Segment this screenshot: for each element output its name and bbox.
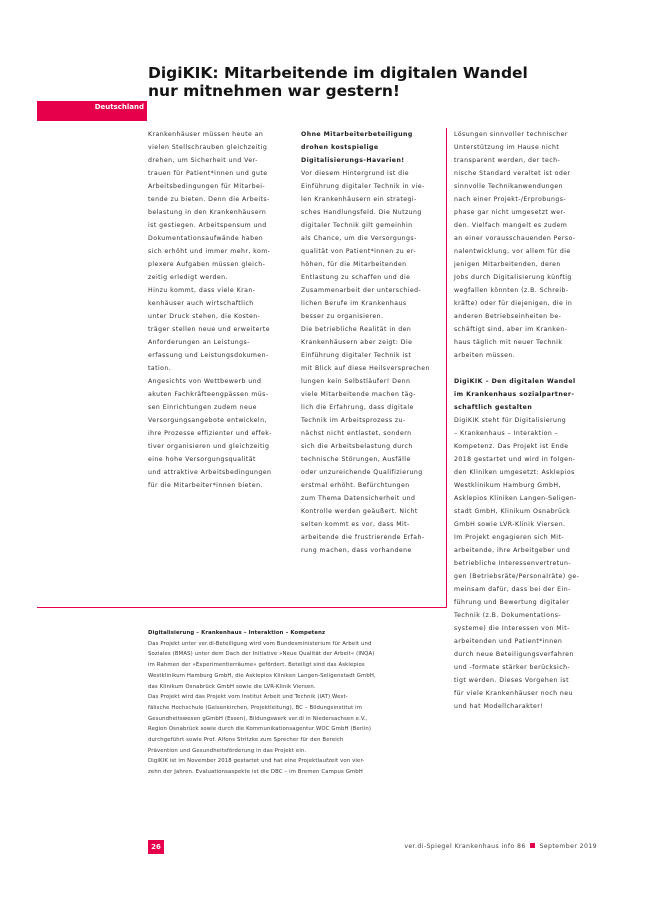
text-line: tiver organisieren und gleichzeitig <box>148 443 270 450</box>
text-line: wegfallen könnten (z.B. Schreib- <box>454 287 569 294</box>
text-line: lungen kein Selbstläufer! Denn <box>301 378 411 385</box>
text-line: und attraktive Arbeitsbedingungen <box>148 469 272 476</box>
text-line: Technik im Arbeitsprozess zu- <box>301 417 406 424</box>
text-line: meinsam dafür, dass bei der Ein- <box>454 586 571 593</box>
text-line: zehn der Jahren. Evaluationsaspekte ist die DBC – im Bremen Campus GmbH <box>148 769 363 776</box>
footer-publication: ver.di-Spiegel Krankenhaus info 86 <box>404 843 526 850</box>
subheading-line: Digitalisierungs-Havarien! <box>301 157 405 164</box>
text-line: Zusammenarbeit der unterschied- <box>301 287 422 294</box>
text-line: unter Druck stehen, die Kosten- <box>148 313 261 320</box>
subheading-line: Ohne Mitarbeiterbeteiligung <box>301 131 413 138</box>
text-line: drehen, um Sicherheit und Ver- <box>148 157 258 164</box>
text-line: im Rahmen der »Experimentierräume« gefördert. Beteiligt sind das Asklepios <box>148 662 365 669</box>
text-line: Lösungen sinnvoller technischer <box>454 131 568 138</box>
text-line: Angesichts von Wettbewerb und <box>148 378 262 385</box>
subheading-line: schaftlich gestalten <box>454 404 533 411</box>
text-line: schäftigt sind, aber im Kranken- <box>454 326 568 333</box>
title-line-1: DigiKIK: Mitarbeitende im digitalen Wandel <box>148 64 528 82</box>
text-line: an einer vorausschauenden Perso- <box>454 235 576 242</box>
text-line: sen Einrichtungen zudem neue <box>148 404 257 411</box>
text-line: tation. <box>148 365 172 372</box>
subheading-line: DigiKIK – Den digitalen Wandel <box>454 378 576 385</box>
text-line: für die Mitarbeiter*innen bieten. <box>148 482 263 489</box>
text-line: höhen, für die Mitarbeitenden <box>301 261 407 268</box>
text-line: kenhäuser auch wirtschaftlich <box>148 300 254 307</box>
text-line: plexere Aufgaben müssen gleich- <box>148 261 266 268</box>
text-line: sches Handlungsfeld. Die Nutzung <box>301 209 422 216</box>
page-number: 26 <box>148 840 164 854</box>
text-line: DigiKIK steht für Digitalisierung <box>454 417 567 424</box>
text-line: systeme) die Interessen von Mit- <box>454 625 570 632</box>
text-line: ihre Prozesse effizienter und effek- <box>148 430 272 437</box>
text-line: den Kliniken umgesetzt: Asklepios <box>454 469 575 476</box>
text-line: betriebliche Interessenvertretun- <box>454 560 572 567</box>
text-line: sich erhöht und immer mehr, kom- <box>148 248 271 255</box>
text-line: rung machen, dass vorhandene <box>301 547 412 554</box>
subheading-line: im Krankenhaus sozialpartner- <box>454 391 575 398</box>
text-column-1 <box>148 128 290 492</box>
text-column-3 <box>454 128 596 713</box>
infobox-divider-line <box>37 607 447 608</box>
text-line: nächst nicht entlastet, sondern <box>301 430 412 437</box>
text-line: Kontrolle werden geäußert. Nicht <box>301 508 418 515</box>
text-line: für viele Krankenhäuser noch neu <box>454 690 573 697</box>
text-line: mit Blick auf diese Heilsversprechen <box>301 365 430 372</box>
text-line: 2018 gestartet und wird in folgen- <box>454 456 576 463</box>
page-footer <box>404 843 597 850</box>
title-line-2: nur mitnehmen war gestern! <box>148 82 400 100</box>
text-line: Versorgungsangebote entwickeln, <box>148 417 267 424</box>
text-line: Krankenhäuser müssen heute an <box>148 131 264 138</box>
text-line: Hinzu kommt, dass viele Kran- <box>148 287 256 294</box>
text-line: arbeiten müssen. <box>454 352 516 359</box>
text-line: Westklinikum Hamburg GmbH, die Asklepios Kliniken Langen-Seligenstadt GmbH, <box>148 672 376 679</box>
text-line: qualität von Patient*innen zu er- <box>301 248 417 255</box>
text-line: arbeitende die frustrierende Erfah- <box>301 534 425 541</box>
text-line: selten kommt es vor, dass Mit- <box>301 521 410 528</box>
text-line: fälische Hochschule (Gelsenkirchen, Projektleitung), BC – Bildungsinstitut im <box>148 704 363 711</box>
text-line: Region Osnabrück sowie durch die Kommunikationsagentur WOC GmbH (Berlin) <box>148 726 372 733</box>
text-line: das Klinikum Osnabrück GmbH sowie die LVR-Klinik Viersen. <box>148 683 316 690</box>
text-line: den. Vielfach mangelt es zudem <box>454 222 568 229</box>
text-line: DigiKIK ist im November 2018 gestartet und hat eine Projektlaufzeit von vier- <box>148 758 365 765</box>
text-line: Jobs durch Digitalisierung künftig <box>454 274 572 281</box>
text-line: jenigen Mitarbeitenden, deren <box>454 261 561 268</box>
page-title <box>148 64 618 100</box>
text-line: haus täglich mit neuer Technik <box>454 339 563 346</box>
text-line: technische Störungen, Ausfälle <box>301 456 411 463</box>
subheading-line: drohen kostspielige <box>301 144 379 151</box>
text-line: zeitig erledigt werden. <box>148 274 228 281</box>
text-line: ist gestiegen. Arbeitspensum und <box>148 222 267 229</box>
text-line: führung und Bewertung digitaler <box>454 599 570 606</box>
text-line: transparent werden, der tech- <box>454 157 561 164</box>
text-line: Prävention und Gesundheitsförderung in das Projekt ein. <box>148 747 307 754</box>
text-line: besser zu organisieren. <box>301 313 384 320</box>
text-line: akuten Fachkräfteengpässen müs- <box>148 391 269 398</box>
text-line: Dokumentationsaufwände haben <box>148 235 264 242</box>
text-line: nach einer Projekt-/Erprobungs- <box>454 196 567 203</box>
text-line: Entlastung zu schaffen und die <box>301 274 411 281</box>
text-line: Technik (z.B. Dokumentations- <box>454 612 562 619</box>
text-line: Asklepios Kliniken Langen-Seligen- <box>454 495 577 502</box>
text-line: erfassung und Leistungsdokumen- <box>148 352 269 359</box>
text-line: Kompetenz. Das Projekt ist Ende <box>454 443 569 450</box>
text-line: Das Projekt unter ver.di-Beteiligung wird vom Bundesministerium für Arbeit und <box>148 640 372 647</box>
text-line: und -formate stärker berücksich- <box>454 664 571 671</box>
text-line <box>454 362 596 375</box>
text-line: Einführung digitaler Technik in vie- <box>301 183 425 190</box>
text-line: Westklinikum Hamburg GmbH, <box>454 482 561 489</box>
text-line: oder unzureichende Qualifizierung <box>301 469 423 476</box>
text-line: belastung in den Krankenhäusern <box>148 209 267 216</box>
project-infobox <box>148 628 438 778</box>
text-line: trauen für Patient*innen und gute <box>148 170 268 177</box>
text-line: len Krankenhäusern ein strategi- <box>301 196 417 203</box>
text-line: Soziales (BMAS) unter dem Dach der Initiative »Neue Qualität der Arbeit« (INQA) <box>148 651 375 658</box>
text-line: als Chance, um die Versorgungs- <box>301 235 417 242</box>
text-line: sich die Arbeitsbelastung durch <box>301 443 413 450</box>
text-line: eine hohe Versorgungsqualität <box>148 456 256 463</box>
text-line: erstmal erhöht. Befürchtungen <box>301 482 410 489</box>
text-line: tigt werden. Dieses Vorgehen ist <box>454 677 569 684</box>
text-line: Gesundheitswesen gGmbH (Essen), Bildungswerk ver.di in Niedersachsen e.V., <box>148 715 368 722</box>
footer-separator-square <box>530 843 535 848</box>
text-line: Im Projekt engagieren sich Mit- <box>454 534 565 541</box>
text-line: arbeitenden und Patient*innen <box>454 638 563 645</box>
column-divider-line <box>446 128 447 607</box>
text-line: sinnvolle Technikanwendungen <box>454 183 563 190</box>
text-line: Unterstützung im Hause nicht <box>454 144 560 151</box>
text-line: lichen Berufe im Krankenhaus <box>301 300 407 307</box>
text-line: Krankenhäusern aber zeigt: Die <box>301 339 413 346</box>
text-line: arbeitende, ihre Arbeitgeber und <box>454 547 571 554</box>
text-line: nalentwicklung, vor allem für die <box>454 248 571 255</box>
text-line: durchgeführt sowie Prof. Alfons Stritzke zum Sprecher für den Bereich <box>148 737 344 744</box>
text-line: phase gar nicht umgesetzt wer- <box>454 209 566 216</box>
text-line: Anforderungen an Leistungs- <box>148 339 250 346</box>
text-line: gen (Betriebsräte/Personalräte) ge- <box>454 573 580 580</box>
text-column-2 <box>301 128 443 557</box>
text-line: stadt GmbH, Klinikum Osnabrück <box>454 508 571 515</box>
text-line: Arbeitsbedingungen für Mitarbei- <box>148 183 266 190</box>
footer-date: September 2019 <box>539 843 597 850</box>
text-line: vielen Stellschrauben gleichzeitig <box>148 144 268 151</box>
text-line: Das Projekt wird das Projekt vom Institut Arbeit und Technik (IAT) West- <box>148 694 348 701</box>
text-line: viele Mitarbeitende machen täg- <box>301 391 416 398</box>
text-line: lich die Erfahrung, dass digitale <box>301 404 414 411</box>
text-line: digitaler Technik gilt gemeinhin <box>301 222 413 229</box>
subheading-line: Digitalisierung – Krankenhaus – Interaktion – Kompetenz <box>148 630 326 636</box>
section-tag-label: Deutschland <box>94 103 144 111</box>
text-line: durch neue Beteiligungsverfahren <box>454 651 574 658</box>
text-line: und hat Modellcharakter! <box>454 703 544 710</box>
section-tag <box>37 101 147 121</box>
text-line: zum Thema Datensicherheit und <box>301 495 416 502</box>
text-line: tende zu bieten. Denn die Arbeits- <box>148 196 270 203</box>
text-line: GmbH sowie LVR-Klinik Viersen. <box>454 521 566 528</box>
text-line: Die betriebliche Realität in den <box>301 326 412 333</box>
text-line: Vor diesem Hintergrund ist die <box>301 170 409 177</box>
text-line: träger stellen neue und erweiterte <box>148 326 271 333</box>
text-line: nische Standard veraltet ist oder <box>454 170 571 177</box>
text-line: Einführung digitaler Technik ist <box>301 352 412 359</box>
text-line: anderen Betriebseinheiten be- <box>454 313 562 320</box>
text-line: kräfte) oder für diejenigen, die in <box>454 300 573 307</box>
text-line: – Krankenhaus – Interaktion – <box>454 430 559 437</box>
